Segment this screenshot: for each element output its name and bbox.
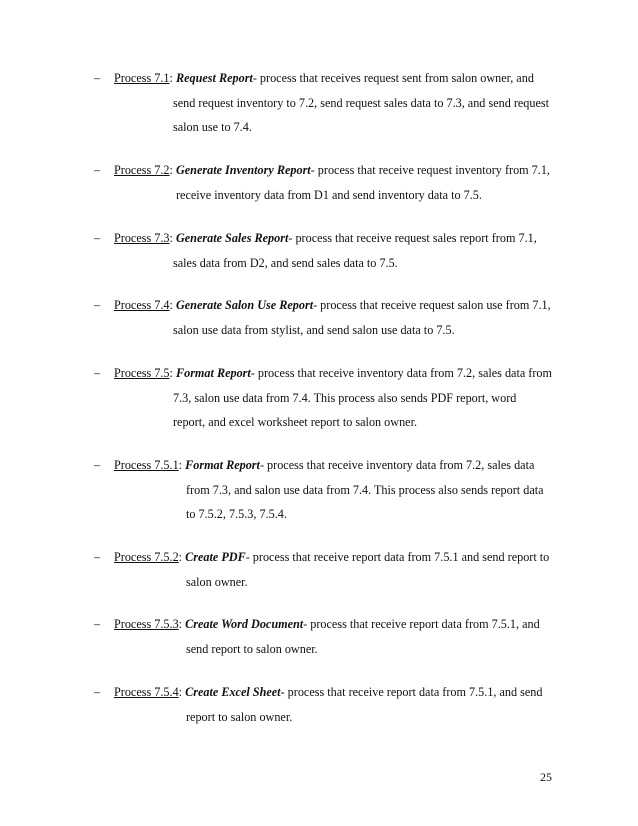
process-label: Process 7.5.4	[114, 685, 179, 699]
process-description: - process that receives request sent from salon owner, and	[252, 71, 534, 85]
item-continuation-line: 7.3, salon use data from 7.4. This process also sends PDF report, word	[173, 390, 517, 405]
item-continuation-line: report, and excel worksheet report to salon owner.	[173, 415, 418, 429]
item-first-line: Process 7.3: Generate Sales Report- process that receive request sales report from 7.1,	[114, 231, 537, 245]
process-title: Create Word Document	[185, 617, 304, 631]
process-title: Create Excel Sheet	[185, 685, 281, 699]
process-description: - process that receive report data from 7.5.1, and	[303, 617, 540, 631]
item-first-line: Process 7.1: Request Report- process that receives request sent from salon owner, and	[114, 71, 534, 85]
item-continuation-line: from 7.3, and salon use data from 7.4. This process also sends report data	[186, 482, 544, 497]
page-number: 25	[540, 770, 552, 784]
item-continuation-line: salon owner.	[186, 574, 248, 589]
bullet-dash: –	[94, 617, 101, 631]
item-first-line: Process 7.5: Format Report- process that receive inventory data from 7.2, sales data from	[114, 366, 552, 380]
process-title: Generate Salon Use Report	[175, 298, 314, 312]
process-description: - process that receive request sales report from 7.1,	[288, 231, 537, 245]
process-label: Process 7.5.2	[114, 550, 179, 564]
process-title: Format Report	[185, 458, 260, 472]
item-first-line: Process 7.5.1: Format Report- process that receive inventory data from 7.2, sales data	[114, 458, 535, 472]
process-title: Generate Sales Report	[175, 231, 289, 245]
item-continuation-line: report to salon owner.	[186, 709, 293, 724]
bullet-dash: –	[94, 366, 101, 380]
bullet-dash: –	[94, 550, 101, 564]
item-continuation-line: to 7.5.2, 7.5.3, 7.5.4.	[186, 507, 287, 521]
item-continuation-line: salon use to 7.4.	[173, 120, 252, 134]
process-title: Generate Inventory Report	[175, 163, 311, 177]
process-title: Format Report	[175, 366, 251, 380]
process-label: Process 7.3	[114, 231, 170, 245]
item-first-line: Process 7.2: Generate Inventory Report- process that receive request inventory from 7.1,	[114, 163, 550, 177]
process-description: - process that receive inventory data from 7.2, sales data	[259, 458, 535, 472]
item-continuation-line: send request inventory to 7.2, send request sales data to 7.3, and send request	[173, 95, 550, 110]
item-continuation-line: salon use data from stylist, and send salon use data to 7.5.	[173, 322, 455, 337]
process-label: Process 7.5.3	[114, 617, 179, 631]
item-first-line: Process 7.5.3: Create Word Document- process that receive report data from 7.5.1, and	[114, 617, 540, 631]
item-continuation-line: send report to salon owner.	[186, 641, 318, 656]
item-continuation-line: receive inventory data from D1 and send inventory data to 7.5.	[176, 187, 482, 202]
process-label: Process 7.4	[114, 298, 170, 312]
process-label: Process 7.2	[114, 163, 170, 177]
process-description: - process that receive report data from 7.5.1 and send report to	[245, 550, 550, 564]
process-label: Process 7.1	[114, 71, 170, 85]
bullet-dash: –	[94, 163, 101, 177]
item-first-line: Process 7.5.4: Create Excel Sheet- process that receive report data from 7.5.1, and send	[114, 685, 543, 699]
process-label: Process 7.5	[114, 366, 170, 380]
process-label: Process 7.5.1	[114, 458, 179, 472]
item-first-line: Process 7.5.2: Create PDF- process that receive report data from 7.5.1 and send report to	[114, 550, 550, 564]
process-description: - process that receive report data from 7.5.1, and send	[280, 685, 543, 699]
bullet-dash: –	[94, 685, 101, 699]
bullet-dash: –	[94, 231, 101, 245]
process-title: Create PDF	[185, 550, 246, 564]
item-continuation-line: sales data from D2, and send sales data to 7.5.	[173, 255, 398, 270]
process-title: Request Report	[175, 71, 253, 85]
bullet-dash: –	[94, 458, 101, 472]
process-description: - process that receive inventory data from 7.2, sales data from	[250, 366, 552, 380]
process-description: - process that receive request inventory from 7.1,	[310, 163, 550, 177]
item-first-line: Process 7.4: Generate Salon Use Report- process that receive request salon use from 7.1,	[114, 298, 551, 312]
process-description: - process that receive request salon use from 7.1,	[313, 298, 551, 312]
bullet-dash: –	[94, 71, 101, 85]
bullet-dash: –	[94, 298, 101, 312]
